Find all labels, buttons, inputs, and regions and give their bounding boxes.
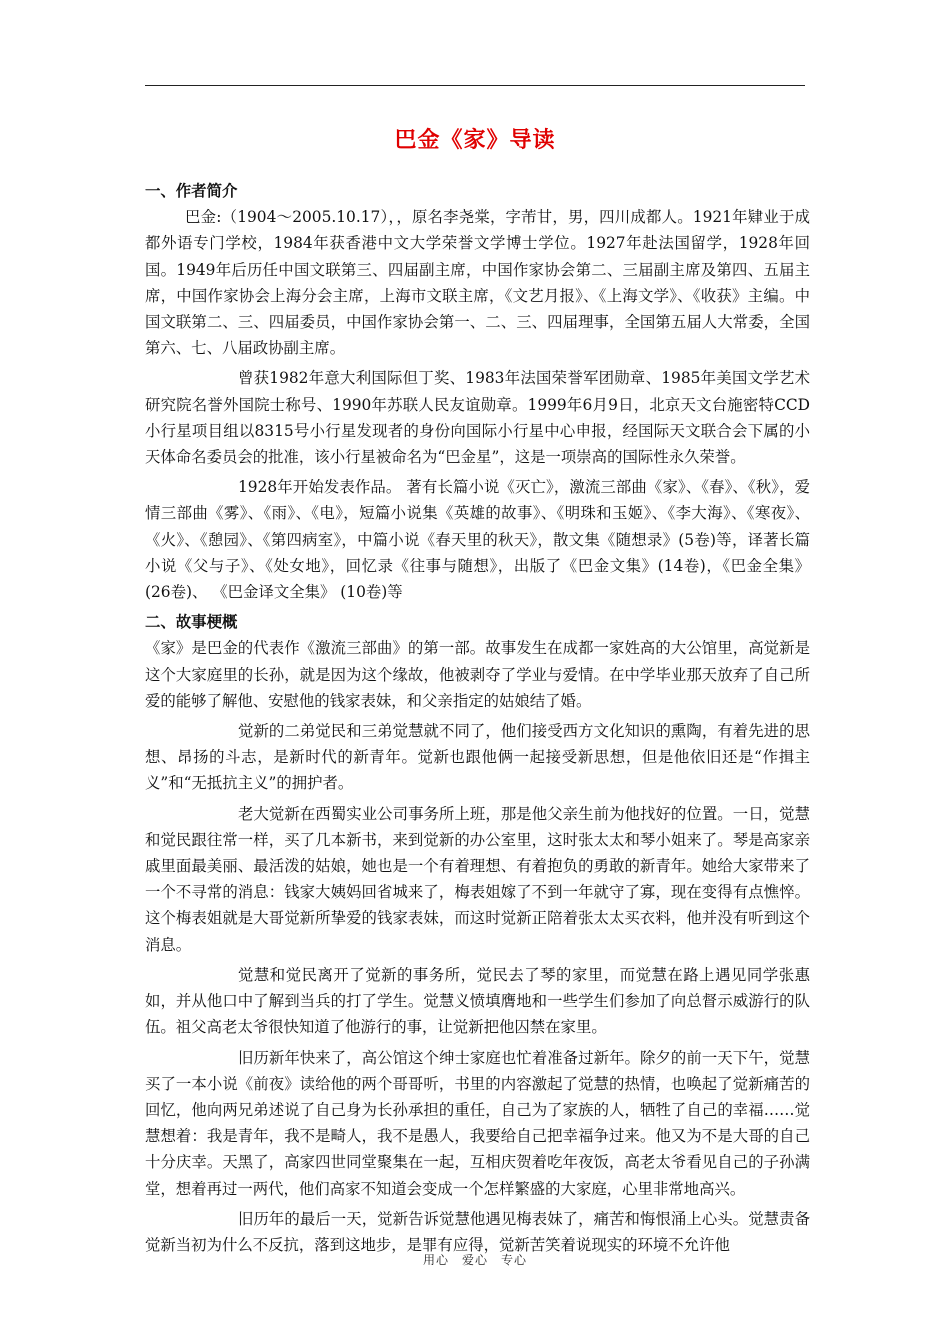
document-title: 巴金《家》导读 [394, 128, 556, 153]
section-heading-author: 一、作者简介 [145, 182, 238, 200]
paragraph: 曾获1982年意大利国际但丁奖、1983年法国荣誉军团勋章、1985年美国文学艺术研究院名誉外国院士称号、1990年苏联人民友谊勋章。1999年6月9日，北京天文台施密特CCD小行星项目组以8315号小行星发现者的身份向国际小行星中心申报，经国际天文联合会下属的小天体命名委员会的批准，该小行星被命名为“巴金星”，这是一项崇高的国际性永久荣誉。 [145, 369, 810, 467]
paragraph: 旧历年的最后一天，觉新告诉觉慧他遇见梅表妹了，痛苦和悔恨涌上心头。觉慧责备觉新当初为什么不反抗，落到这地步，是罪有应得，觉新苦笑着说现实的环境不允许他 [145, 1209, 810, 1254]
paragraph: 觉慧和觉民离开了觉新的事务所，觉民去了琴的家里，而觉慧在路上遇见同学张惠如，并从他口中了解到当兵的打了学生。觉慧义愤填膺地和一些学生们参加了向总督示威游行的队伍。祖父高老太爷很快知道了他游行的事，让觉新把他囚禁在家里。 [145, 965, 810, 1037]
paragraph: 老大觉新在西蜀实业公司事务所上班，那是他父亲生前为他找好的位置。一日，觉慧和觉民跟往常一样，买了几本新书，来到觉新的办公室里，这时张太太和琴小姐来了。琴是高家亲戚里面最美丽、最活泼的姑娘，她也是一个有着理想、有着抱负的勇敢的新青年。她给大家带来了一个不寻常的消息：钱家大姨妈回省城来了，梅表姐嫁了不到一年就守了寡，现在变得有点憔悴。这个梅表姐就是大哥觉新所挚爱的钱家表妹，而这时觉新正陪着张太太买衣料，他并没有听到这个消息。 [145, 804, 810, 954]
paragraph: 1928年开始发表作品。 著有长篇小说《灭亡》，激流三部曲《家》、《春》、《秋》，爱情三部曲《雾》、《雨》、《电》，短篇小说集《英雄的故事》、《明珠和玉姬》、《李大海》、《寒夜》、《火》、《憩园》、《第四病室》，中篇小说《春天里的秋天》，散文集《随想录》(5卷)等，译著长篇小说《父与子》、《处女地》，回忆录《往事与随想》，出版了《巴金文集》(14卷)，《巴金全集》 (26卷)、 《巴金译文全集》 (10卷)等 [145, 478, 810, 602]
paragraph: 觉新的二弟觉民和三弟觉慧就不同了，他们接受西方文化知识的熏陶，有着先进的思想、昂扬的斗志，是新时代的新青年。觉新也跟他俩一起接受新思想，但是他依旧还是“作揖主义”和“无抵抗主义”的拥护者。 [145, 722, 810, 793]
header-rule [145, 85, 805, 86]
paragraph: 旧历新年快来了，高公馆这个绅士家庭也忙着准备过新年。除夕的前一天下午，觉慧买了一本小说《前夜》读给他的两个哥哥听，书里的内容激起了觉慧的热情，也唤起了觉新痛苦的回忆，他向两兄弟述说了自己身为长孙承担的重任，自己为了家族的人，牺牲了自己的幸福……觉慧想着：我是青年，我不是畸人，我不是愚人，我要给自己把幸福争过来。他又为不是大哥的自己十分庆幸。天黑了，高家四世同堂聚集在一起，互相庆贺着吃年夜饭，高老太爷看见自己的子孙满堂，想着再过一两代，他们高家不知道会变成一个怎样繁盛的大家庭，心里非常地高兴。 [145, 1048, 810, 1198]
paragraph: 《家》是巴金的代表作《激流三部曲》的第一部。故事发生在成都一家姓高的大公馆里，高觉新是这个大家庭里的长孙，就是因为这个缘故，他被剥夺了学业与爱情。在中学毕业那天放弃了自己所爱的能够了解他、安慰他的钱家表妹，和父亲指定的姑娘结了婚。 [145, 639, 810, 710]
paragraph: 巴金:（1904～2005.10.17），，原名李尧棠，字芾甘，男，四川成都人。1921年肄业于成都外语专门学校，1984年获香港中文大学荣誉文学博士学位。1927年赴法国留学，1928年回国。1949年后历任中国文联第三、四届副主席，中国作家协会第二、三届副主席及第四、五届主席，中国作家协会上海分会主席，上海市文联主席，《文艺月报》、《上海文学》、《收获》主编。中国文联第二、三、四届委员，中国作家协会第一、二、三、四届理事，全国第五届人大常委，全国第六、七、八届政协副主席。 [145, 208, 810, 358]
section-heading-synopsis: 二、故事梗概 [145, 613, 238, 632]
document-body [145, 178, 810, 1262]
page-footer: 用心 爱心 专心 [422, 1253, 527, 1267]
